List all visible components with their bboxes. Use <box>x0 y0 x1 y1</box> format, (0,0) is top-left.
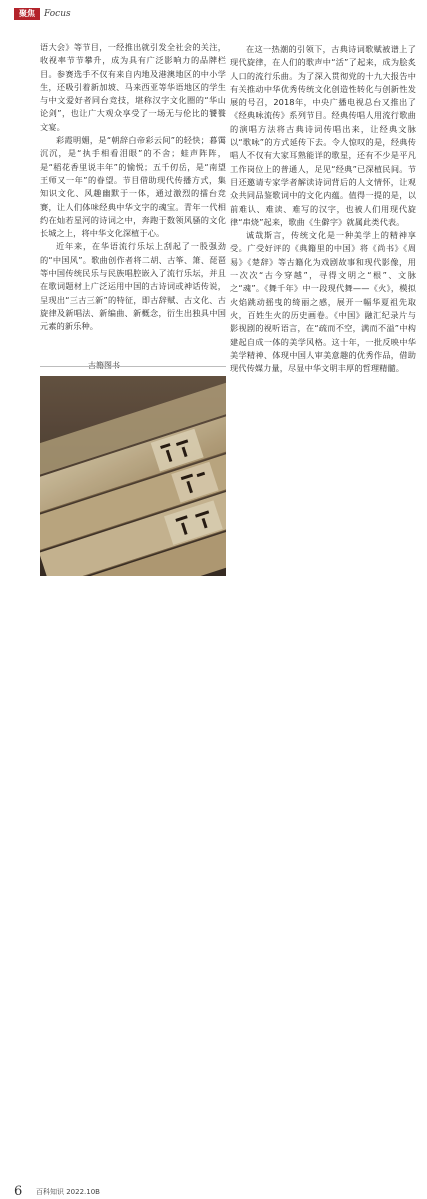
paragraph: 在这一热潮的引领下，古典诗词歌赋被谱上了现代旋律，在人们的歌声中“活”了起来，成为脍炙人口的流行乐曲。为了深入贯彻党的十九大报告中有关推动中华优秀传统文化创造性转化与创新性发展的号召，2018年，中央广播电视总台又推出了《经典咏流传》系列节目。经典传唱人用流行歌曲的演唱方法将古典诗词传唱出来，让经典文脉以“歌咏”的方式延传下去。令人惊叹的是，经典传唱人不仅有大家耳熟能详的歌星，还有不少是平凡工作岗位上的普通人，足见“经典”已深植民间。节目还邀请专家学者解读诗词背后的人文情怀，让观众共同品鉴歌词中的文化内蕴。值得一提的是，以前难认、难读、难写的汉字，也被人们用现代旋律“串烧”起来，歌曲《生僻字》就属此类代表。 <box>230 44 416 227</box>
ancient-books-photo <box>40 376 226 576</box>
paragraph: 近年来，在华语流行乐坛上刮起了一股强劲的“中国风”。歌曲创作者将二胡、古筝、箫、琵琶等中国传统民乐与民族唱腔嵌入了流行乐坛，并且在歌词题材上广泛运用中国的古诗词或神话传说，呈现出“三古三新”的特征，即古辞赋、古文化、古旋律及新唱法、新编曲、新概念，衍生出独具中国元素的新乐种。 <box>40 241 226 332</box>
section-tag: 聚焦 <box>14 8 40 20</box>
paragraph: 语大会》等节目，一经推出就引发全社会的关注，收视率节节攀升，成为具有广泛影响力的品牌栏目。参赛选手不仅有来自内地及港澳地区的中小学生，还吸引着新加坡、马来西亚等华语地区的学生与中文爱好者同台竞技，堪称汉字文化圈的“华山论剑”，也让广大观众享受了一场无与伦比的饕餮文宴。 <box>40 42 226 132</box>
page-header <box>0 0 427 22</box>
right-column <box>230 43 416 375</box>
paragraph: 诚哉斯言，传统文化是一种美学上的精神享受。广受好评的《典籍里的中国》将《尚书》《周易》《楚辞》等古籍化为戏剧故事和现代影像，用一次次“古今穿越”，寻得文明之“根”、文脉之“魂”。《舞千年》中一段现代舞——《火》，模拟火焰跳动摇曳的绮丽之感，展开一幅华夏祖先取火，百姓生火的历史画卷。《中国》融汇纪录片与影视剧的视听语言，在“疏而不空，满而不溢”中构建起自成一体的美学风格。这十年，一批反映中华美学精神、体现中国人审美意趣的优秀作品，借助现代传媒力量，尽显中华文明丰厚的哲理精髓。 <box>230 230 416 374</box>
paragraph: 彩霞明媚，是“朝辞白帝彩云间”的轻快；暮霭沉沉，是“执手相看泪眼”的不舍；蛙声阵阵，是“稻花香里说丰年”的愉悦；五千仞岳，是“南望王师又一年”的眷望。节目借助现代传播方式，集知识文化、风趣幽默于一体，通过激烈的擂台竞赛，让人们体味经典中华文字的魂宝。青年一代相约在灿若星河的诗词之中，奔跑于数领风骚的文化长城之上，将中华文化深植于心。 <box>40 135 226 239</box>
publication-info: 百科知识 2022.10B <box>36 1188 100 1196</box>
left-column <box>40 41 226 334</box>
page-number: 6 <box>14 1184 23 1199</box>
section-tag-english: Focus <box>44 9 71 19</box>
ancient-books-illustration <box>40 376 226 576</box>
caption-divider <box>40 366 226 367</box>
page-footer <box>0 590 427 1199</box>
